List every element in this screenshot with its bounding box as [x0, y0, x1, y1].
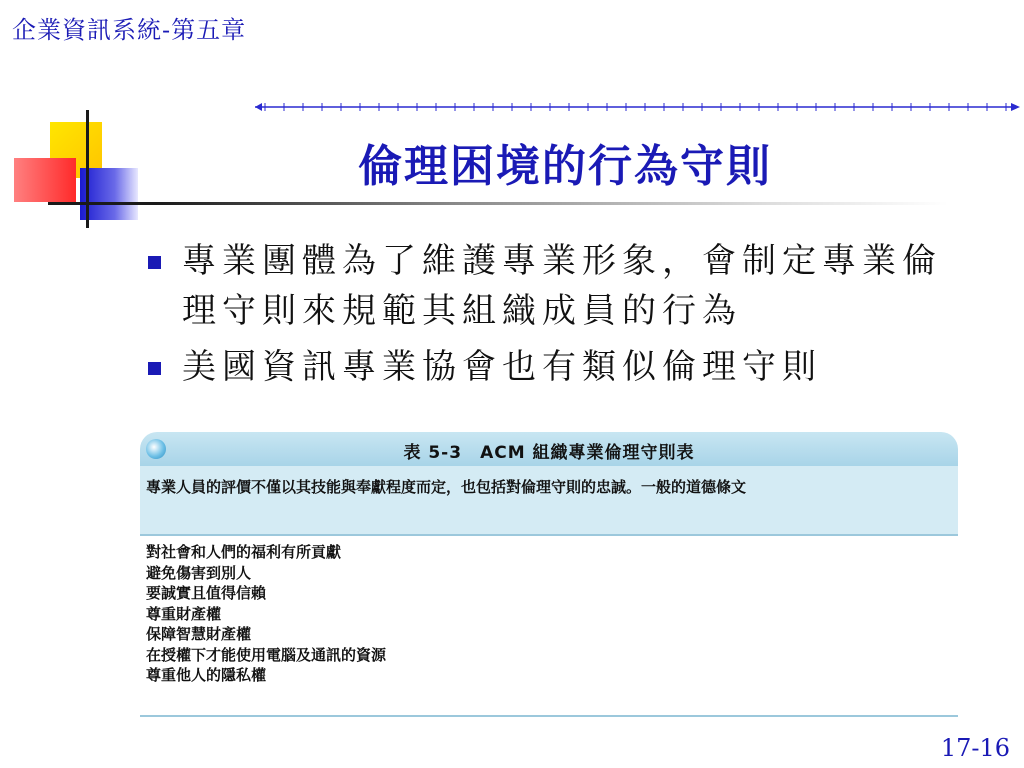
table-item: 尊重財產權 — [146, 604, 222, 623]
title-underline — [48, 202, 948, 205]
table-item: 在授權下才能使用電腦及通訊的資源 — [146, 645, 387, 664]
table-intro-row — [140, 466, 958, 536]
decorative-ruler — [255, 100, 1024, 114]
table-intro-text: 專業人員的評價不僅以其技能與奉獻程度而定，也包括對倫理守則的忠誠。一般的道德條文 — [146, 478, 747, 496]
bullet-text: 專業團體為了維護專業形象，會制定專業倫理守則來規範其組織成員的行為 — [182, 241, 942, 331]
bullet-list — [148, 236, 968, 398]
bullet-square-icon — [148, 256, 161, 269]
ruler-graphic — [255, 100, 1020, 114]
table-item: 尊重他人的隱私權 — [146, 666, 267, 684]
bullet-text: 美國資訊專業協會也有類似倫理守則 — [182, 347, 822, 387]
table-item: 要誠實且值得信賴 — [146, 584, 267, 602]
bullet-item — [148, 236, 968, 336]
bullet-square-icon — [148, 362, 161, 375]
table-item: 對社會和人們的福利有所貢獻 — [146, 543, 342, 561]
page-number: 17-16 — [940, 734, 1010, 762]
ethics-table — [140, 432, 958, 717]
table-caption: 表 5-3 ACM 組織專業倫理守則表 — [403, 443, 695, 463]
slide-title: 倫理困境的行為守則 — [358, 141, 772, 192]
table-item: 避免傷害到別人 — [146, 563, 252, 582]
header-title: 企業資訊系統-第五章 — [12, 16, 247, 44]
table-bottom-border — [140, 715, 958, 717]
table-header — [140, 432, 958, 466]
bullet-item — [148, 342, 968, 392]
table-item: 保障智慧財產權 — [146, 625, 252, 643]
table-items — [146, 542, 946, 686]
